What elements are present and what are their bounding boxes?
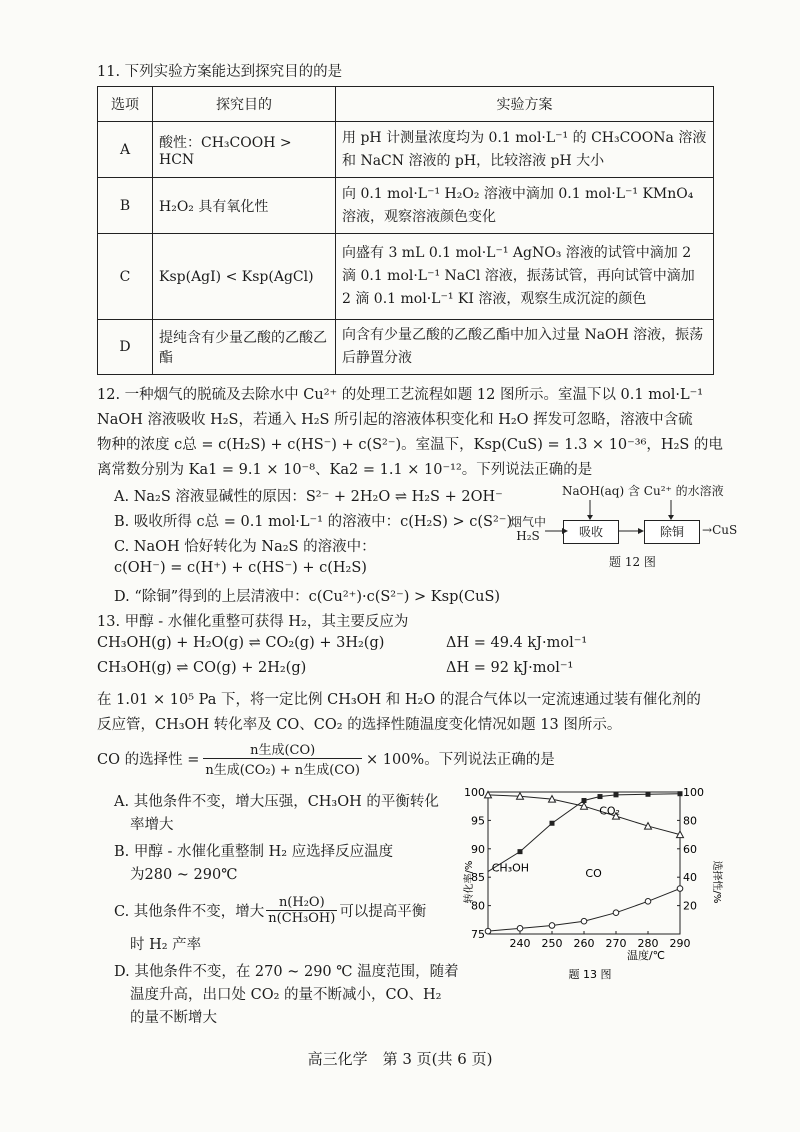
data-point	[614, 792, 619, 797]
q13-stem: 13. 甲醇 - 水催化重整可获得 H₂，其主要反应为	[97, 614, 409, 630]
header-plan: 实验方案	[336, 87, 714, 122]
figure-12-caption: 题 12 图	[609, 555, 656, 569]
q12-stem-line: 物种的浓度 c总 = c(H₂S) + c(HS⁻) + c(S²⁻)。室温下，Ksp(CuS) = 1.3 × 10⁻³⁶，H₂S 的电	[97, 437, 723, 453]
arrowhead	[638, 528, 644, 534]
flow-output-label: →CuS	[702, 523, 738, 537]
y-left-tick-label: 95	[471, 814, 485, 828]
row-purpose: Ksp(AgI) < Ksp(AgCl)	[153, 234, 336, 320]
x-tick-label: 240	[509, 937, 531, 950]
series-label: CH₃OH	[491, 861, 530, 875]
q13-reaction-2: CH₃OH(g) ⇌ CO(g) + 2H₂(g)	[97, 660, 307, 676]
q12-option-a: A. Na₂S 溶液显碱性的原因：S²⁻ + 2H₂O ⇌ H₂S + 2OH⁻	[114, 489, 503, 505]
row-purpose: 酸性：CH₃COOH > HCN	[153, 122, 336, 178]
flow-box-absorb: 吸收	[563, 520, 619, 544]
page-footer: 高三化学 第 3 页(共 6 页)	[307, 1050, 493, 1068]
y-right-tick-label: 60	[683, 842, 697, 856]
q12-stem-line: 离常数分别为 Ka1 = 9.1 × 10⁻⁸、Ka2 = 1.1 × 10⁻¹²。下列说法正确的是	[97, 462, 593, 478]
flow-arrows	[540, 496, 720, 536]
y-left-tick-label: 85	[471, 871, 485, 885]
flow-box-decopper: 除铜	[644, 520, 700, 544]
series-label: CO	[585, 867, 602, 881]
x-tick-label: 260	[573, 937, 595, 950]
x-tick-label: 280	[637, 937, 659, 950]
y-right-tick-label: 40	[683, 871, 697, 885]
flow-input-line2: H₂S	[516, 529, 540, 543]
arrowhead	[668, 515, 674, 520]
row-plan: 向 0.1 mol·L⁻¹ H₂O₂ 溶液中滴加 0.1 mol·L⁻¹ KMnO₄ 溶液，观察溶液颜色变化	[336, 178, 714, 234]
q11-stem: 11. 下列实验方案能达到探究目的的是	[97, 64, 343, 80]
data-point	[598, 794, 603, 799]
table-row	[98, 178, 714, 234]
header-purpose: 探究目的	[153, 87, 336, 122]
table-header-row	[98, 87, 714, 122]
option-c-text: C. 其他条件不变，增大	[114, 903, 265, 920]
x-tick-label: 250	[541, 937, 563, 950]
q13-option-d-cont: 的量不断增大	[130, 1010, 217, 1026]
flow-output: CuS	[712, 523, 738, 537]
row-option: C	[98, 234, 153, 320]
q13-option-c	[114, 890, 426, 930]
x-tick-label: 270	[605, 937, 627, 950]
table-row	[98, 122, 714, 178]
formula-numerator: n生成(CO)	[203, 739, 362, 759]
row-purpose: H₂O₂ 具有氧化性	[153, 178, 336, 234]
q13-option-c-cont: 时 H₂ 产率	[130, 937, 202, 953]
q13-dh-2: ΔH = 92 kJ·mol⁻¹	[446, 660, 574, 676]
q12-option-d: D. “除铜”得到的上层清液中：c(Cu²⁺)·c(S²⁻) > Ksp(CuS)	[114, 589, 501, 605]
data-point	[677, 886, 683, 892]
data-point	[518, 849, 523, 854]
data-point	[485, 928, 491, 934]
q11-table	[97, 86, 714, 375]
q12-stem-line: 12. 一种烟气的脱硫及去除水中 Cu²⁺ 的处理工艺流程如题 12 图所示。室温下以 0.1 mol·L⁻¹	[97, 387, 704, 403]
q13-option-a-cont: 率增大	[130, 817, 174, 833]
option-c-fraction	[266, 895, 337, 926]
option-c-numerator: n(H₂O)	[266, 895, 337, 911]
arrowhead	[587, 515, 593, 520]
data-point	[549, 923, 555, 929]
q13-condition: 在 1.01 × 10⁵ Pa 下，将一定比例 CH₃OH 和 H₂O 的混合气体以一定流速通过装有催化剂的	[97, 692, 701, 708]
row-option: A	[98, 122, 153, 178]
data-point	[581, 918, 587, 924]
row-plan: 用 pH 计测量浓度均为 0.1 mol·L⁻¹ 的 CH₃COONa 溶液和 NaCN 溶液的 pH，比较溶液 pH 大小	[336, 122, 714, 178]
row-purpose: 提纯含有少量乙酸的乙酸乙酯	[153, 320, 336, 375]
row-option: D	[98, 320, 153, 375]
q12-option-c: C. NaOH 恰好转化为 Na₂S 的溶液中：	[114, 539, 376, 555]
flow-top-label: NaOH(aq) 含 Cu²⁺ 的水溶液	[562, 484, 724, 498]
q12-option-b: B. 吸收所得 c总 = 0.1 mol·L⁻¹ 的溶液中：c(H₂S) > c(S²⁻)	[114, 514, 513, 530]
formula-suffix: × 100%。下列说法正确的是	[365, 751, 555, 768]
formula-prefix: CO 的选择性 =	[97, 751, 200, 768]
option-c-denominator: n(CH₃OH)	[268, 910, 336, 926]
y-right-tick-label: 20	[683, 899, 697, 913]
table-row	[98, 234, 714, 320]
data-point	[645, 899, 651, 905]
figure-13-caption: 题 13 图	[568, 968, 612, 981]
formula-fraction	[203, 739, 362, 778]
chart-ylabel-right: 选择性/%	[711, 860, 722, 904]
y-left-tick-label: 75	[471, 928, 485, 941]
q12-option-c-cont: c(OH⁻) = c(H⁺) + c(HS⁻) + c(H₂S)	[114, 560, 367, 576]
y-left-tick-label: 100	[464, 786, 485, 799]
series-line	[488, 889, 680, 932]
y-left-tick-label: 90	[471, 842, 485, 856]
x-tick-label: 290	[669, 937, 691, 950]
series-label: CO₂	[599, 804, 620, 818]
formula-denominator: n生成(CO₂) + n生成(CO)	[205, 762, 360, 778]
y-right-tick-label: 80	[683, 814, 697, 828]
chart-xlabel: 温度/℃	[626, 949, 666, 962]
data-point	[517, 926, 523, 932]
q13-option-d: D. 其他条件不变，在 270 ~ 290 ℃ 温度范围，随着	[114, 964, 459, 980]
q13-option-b-cont: 为280 ~ 290℃	[130, 867, 238, 883]
q13-option-a: A. 其他条件不变，增大压强，CH₃OH 的平衡转化	[114, 794, 439, 810]
chart-ylabel-left: 转化率/%	[464, 860, 475, 904]
row-option: B	[98, 178, 153, 234]
q13-reaction-1: CH₃OH(g) + H₂O(g) ⇌ CO₂(g) + 3H₂(g)	[97, 635, 385, 651]
data-point	[550, 821, 555, 826]
row-plan: 向含有少量乙酸的乙酸乙酯中加入过量 NaOH 溶液，振荡后静置分液	[336, 320, 714, 375]
data-point	[613, 910, 619, 916]
y-right-tick-label: 100	[683, 786, 704, 799]
q13-condition-cont: 反应管，CH₃OH 转化率及 CO、CO₂ 的选择性随温度变化情况如题 13 图所示。	[97, 717, 622, 733]
q13-option-d-cont: 温度升高，出口处 CO₂ 的量不断减小，CO、H₂	[130, 987, 442, 1003]
q13-selectivity-formula	[97, 738, 555, 778]
data-point	[678, 791, 683, 796]
figure-13-chart	[458, 778, 720, 986]
table-row	[98, 320, 714, 375]
q13-option-b: B. 甲醇 - 水催化重整制 H₂ 应选择反应温度	[114, 844, 394, 860]
data-point	[646, 792, 651, 797]
option-c-text-2: 可以提高平衡	[339, 903, 427, 920]
q12-stem-line: NaOH 溶液吸收 H₂S，若通入 H₂S 所引起的溶液体积变化和 H₂O 挥发可忽略，溶液中含硫	[97, 412, 693, 428]
arrowhead	[562, 528, 568, 534]
row-plan: 向盛有 3 mL 0.1 mol·L⁻¹ AgNO₃ 溶液的试管中滴加 2 滴 0.1 mol·L⁻¹ NaCl 溶液，振荡试管，再向试管中滴加 2 滴 0.1 mol·L⁻¹ KI 溶液，观察生成沉淀的颜色	[336, 234, 714, 320]
header-option: 选项	[98, 87, 153, 122]
q13-dh-1: ΔH = 49.4 kJ·mol⁻¹	[446, 635, 588, 651]
flow-input-line1: 烟气中	[510, 515, 547, 529]
y-left-tick-label: 80	[471, 899, 485, 913]
